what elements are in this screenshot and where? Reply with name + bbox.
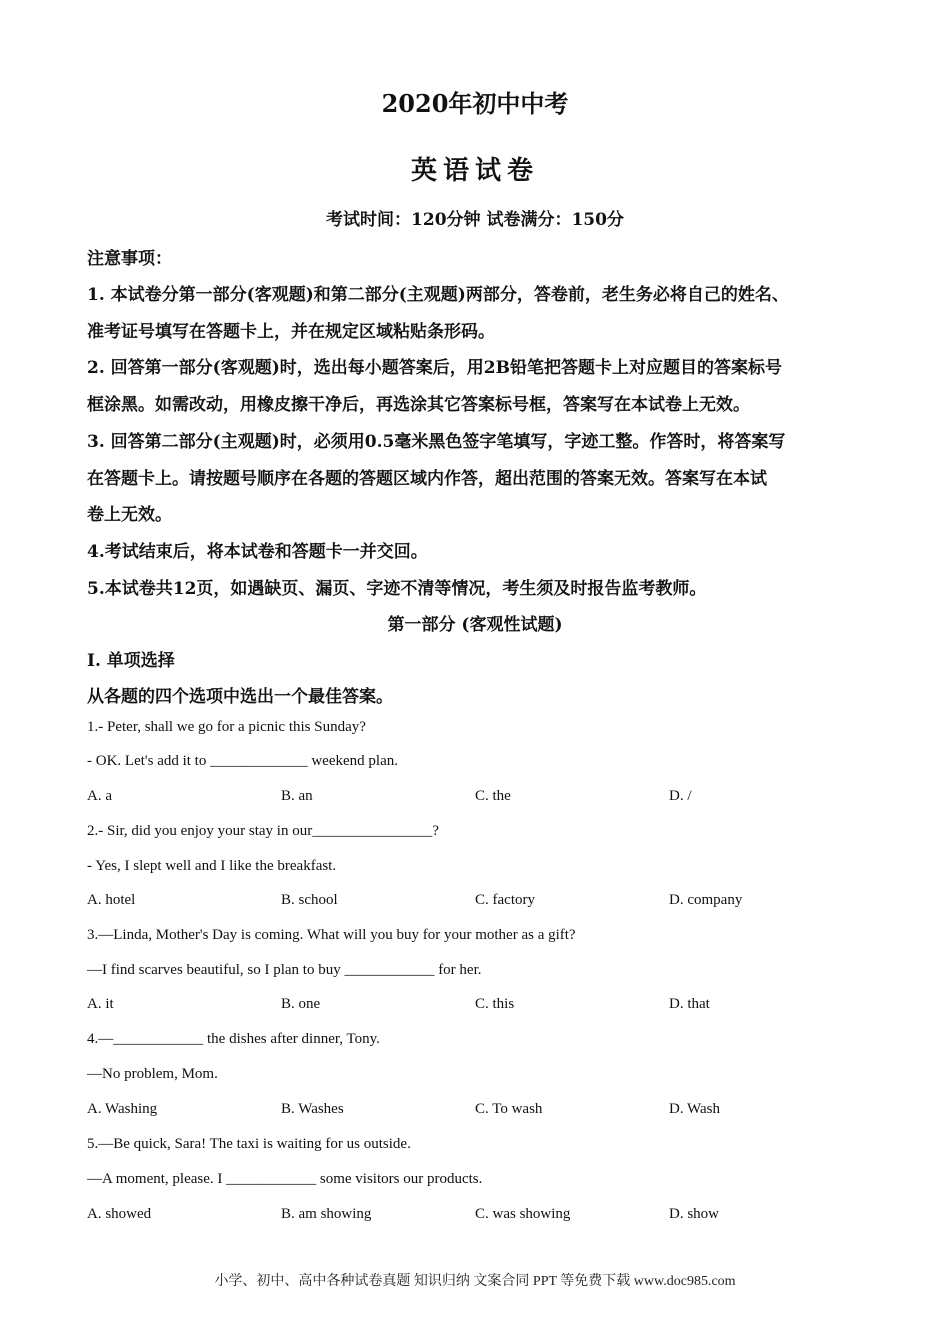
section-instruction: 从各题的四个选项中选出一个最佳答案。: [87, 687, 393, 707]
exam-subtitle: 英语试卷: [410, 156, 539, 186]
question-3-option-d: D. that: [669, 996, 710, 1012]
question-1-reply: - OK. Let's add it to _____________ weekend plan.: [87, 753, 398, 769]
page-footer: 小学、初中、高中各种试卷真题 知识归纳 文案合同 PPT 等免费下载 www.doc985.com: [214, 1274, 736, 1289]
exam-title: 2020年初中中考: [381, 89, 569, 118]
question-3-option-a: A. it: [87, 996, 114, 1012]
part-title: 第一部分 (客观性试题): [387, 615, 563, 635]
question-1-option-c: C. the: [475, 788, 511, 804]
question-1-option-b: B. an: [281, 788, 313, 804]
question-4-option-a: A. Washing: [87, 1101, 158, 1117]
note-line: 1. 本试卷分第一部分(客观题)和第二部分(主观题)两部分，答卷前，老生务必将自己的姓名、: [87, 285, 789, 305]
question-2-stem: 2.- Sir, did you enjoy your stay in our________________?: [87, 823, 439, 839]
question-3-reply: —I find scarves beautiful, so I plan to buy ____________ for her.: [87, 962, 482, 978]
notes-heading: 注意事项：: [87, 249, 172, 269]
note-line: 在答题卡上。请按题号顺序在各题的答题区域内作答，超出范围的答案无效。答案写在本试: [87, 469, 767, 489]
question-5-option-a: A. showed: [87, 1206, 152, 1222]
question-5-option-d: D. show: [669, 1206, 720, 1222]
note-line: 2. 回答第一部分(客观题)时，选出每小题答案后，用2B铅笔把答题卡上对应题目的答案标号: [87, 358, 782, 378]
question-4-stem: 4.—____________ the dishes after dinner, Tony.: [87, 1031, 380, 1047]
question-2-option-c: C. factory: [475, 892, 535, 908]
question-1-option-d: D. /: [669, 788, 692, 804]
note-line: 准考证号填写在答题卡上，并在规定区域粘贴条形码。: [87, 322, 495, 342]
question-3-stem: 3.—Linda, Mother's Day is coming. What will you buy for your mother as a gift?: [87, 927, 576, 943]
question-5-option-c: C. was showing: [475, 1206, 571, 1222]
note-line: 5.本试卷共12页，如遇缺页、漏页、字迹不清等情况，考生须及时报告监考教师。: [87, 579, 707, 599]
question-1-option-a: A. a: [87, 788, 112, 804]
question-3-option-c: C. this: [475, 996, 515, 1012]
question-4-option-b: B. Washes: [281, 1101, 344, 1117]
note-line: 卷上无效。: [87, 505, 172, 525]
question-4-reply: —No problem, Mom.: [87, 1066, 218, 1082]
question-2-option-a: A. hotel: [87, 892, 136, 908]
question-5-option-b: B. am showing: [281, 1206, 372, 1222]
question-2-option-b: B. school: [281, 892, 338, 908]
question-3-option-b: B. one: [281, 996, 321, 1012]
question-2-reply: - Yes, I slept well and I like the breakfast.: [87, 858, 337, 874]
question-2-option-d: D. company: [669, 892, 743, 908]
question-4-option-d: D. Wash: [669, 1101, 721, 1117]
section-title: I. 单项选择: [87, 651, 175, 671]
question-4-option-c: C. To wash: [475, 1101, 543, 1117]
note-line: 框涂黑。如需改动，用橡皮擦干净后，再选涂其它答案标号框，答案写在本试卷上无效。: [87, 395, 750, 415]
question-1-stem: 1.- Peter, shall we go for a picnic this Sunday?: [87, 719, 366, 735]
note-line: 3. 回答第二部分(主观题)时，必须用0.5毫米黑色签字笔填写，字迹工整。作答时，将答案写: [87, 432, 786, 452]
question-5-stem: 5.—Be quick, Sara! The taxi is waiting for us outside.: [87, 1136, 411, 1152]
note-line: 4.考试结束后，将本试卷和答题卡一并交回。: [87, 542, 428, 562]
question-5-reply: —A moment, please. I ____________ some visitors our products.: [87, 1171, 483, 1187]
exam-meta: 考试时间：120分钟 试卷满分：150分: [326, 210, 624, 230]
